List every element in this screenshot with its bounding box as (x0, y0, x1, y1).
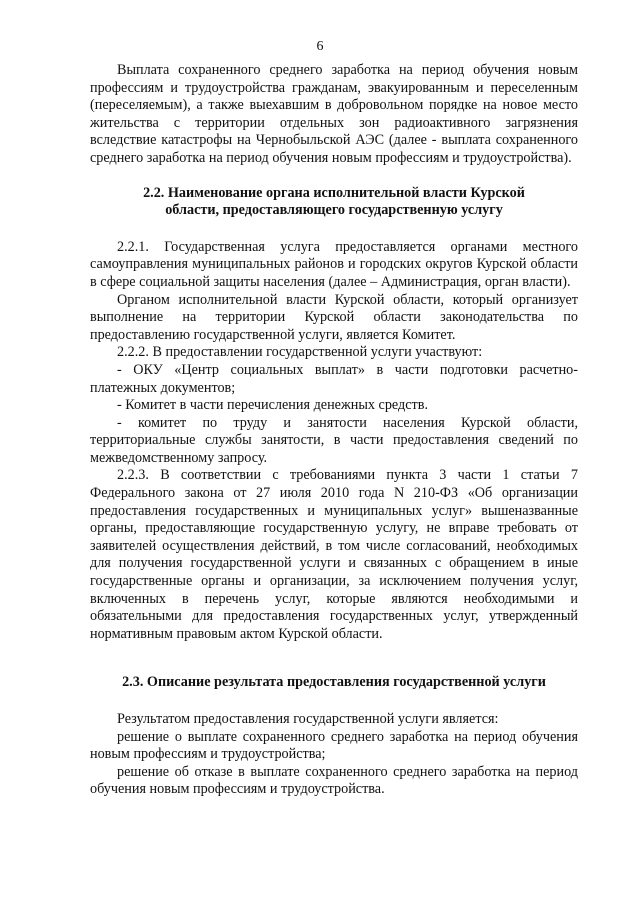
paragraph-result-decision-pay: решение о выплате сохраненного среднего заработка на период обучения новым профессиям и трудоустройства; (90, 728, 578, 763)
section-2-2-heading (90, 185, 578, 220)
paragraph-result-decision-refuse: решение об отказе в выплате сохраненного среднего заработка на период обучения новым профессиям и трудоустройства. (90, 763, 578, 798)
paragraph-2-2-2: 2.2.2. В предоставлении государственной услуги участвуют: (117, 344, 483, 361)
section-2-3-heading: 2.3. Описание результата предоставления государственной услуги (122, 674, 546, 691)
intro-paragraph: Выплата сохраненного среднего заработка на период обучения новым профессиям и трудоустройства гражданам, эвакуированным и переселенным (переселяемым), а также выехавшим в добровольном порядке на новое место жительства с территории отдельных зон радиоактивного загрязнения вследствие катастрофы на Чернобыльской АЭС (далее - выплата сохраненного среднего заработка на период обучения новым профессиям и трудоустройства). (90, 62, 578, 166)
section-2-2-heading-line-2: области, предоставляющего государственную услугу (165, 202, 503, 219)
paragraph-executive-body: Органом исполнительной власти Курской области, который организует выполнение на территории Курской области законодательства по предоставлению государственной услуги, является Комитет. (90, 291, 578, 343)
page-number: 6 (316, 39, 324, 54)
paragraph-2-2-1: 2.2.1. Государственная услуга предоставляется органами местного самоуправления муниципальных районов и городских округов Курской области в сфере социальной защиты населения (далее – Администрация, орган власти). (90, 238, 578, 290)
list-item-oku: - ОКУ «Центр социальных выплат» в части подготовки расчетно-платежных документов; (90, 361, 578, 396)
paragraph-result-intro: Результатом предоставления государственной услуги является: (117, 711, 499, 727)
list-item-committee: - Комитет в части перечисления денежных средств. (117, 397, 429, 414)
section-2-2-heading-line-1: 2.2. Наименование органа исполнительной власти Курской (143, 184, 525, 201)
list-item-labor-committee: - комитет по труду и занятости населения Курской области, территориальные службы занятости, в части предоставления сведений по межведомственному запросу. (90, 414, 578, 466)
page-content (90, 62, 578, 799)
paragraph-2-2-3: 2.2.3. В соответствии с требованиями пункта 3 части 1 статьи 7 Федерального закона от 27 июля 2010 года N 210-ФЗ «Об организации предоставления государственных и муниципальных услуг» вышеназванные органы, предоставляющие государственную услугу, не вправе требовать от заявителей осуществления действий, в том числе согласований, необходимых для получения государственной услуги и связанных с обращением в иные государственные органы и организации, за исключением получения услуг, включенных в перечень услуг, которые являются необходимыми и обязательными для предоставления государственных услуг, утвержденный нормативным правовым актом Курской области. (90, 467, 578, 642)
